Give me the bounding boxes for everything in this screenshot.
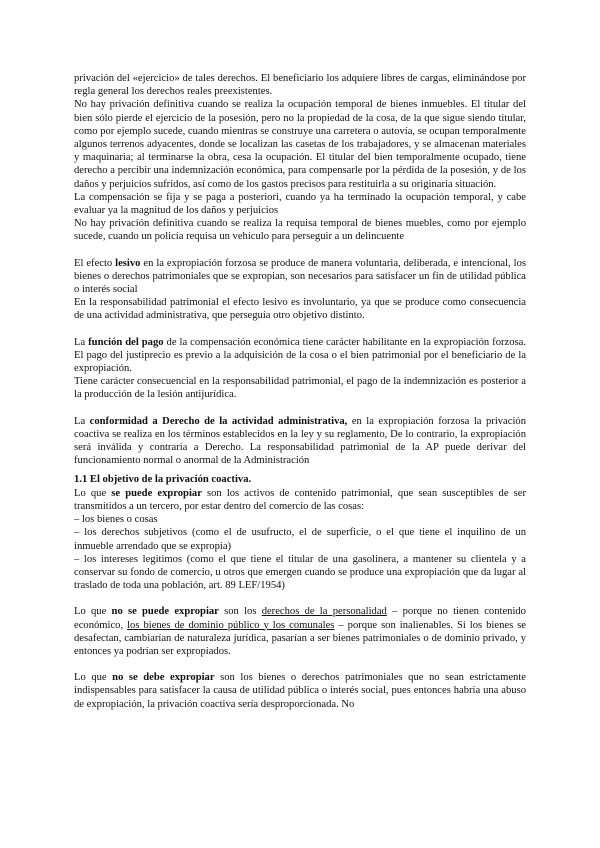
- text-run: son los bienes o derechos patrimoniales que no sean estrictamente indispensables para satisfacer la causa de utilidad pública o interés social, pues entonces habría una abuso de expropiación, la privación coactiva sería desproporcionada. No: [74, 672, 526, 710]
- text-run: La: [74, 415, 90, 427]
- paragraph: En la responsabilidad patrimonial el efecto lesivo es involuntario, ya que se produce como consecuencia de una actividad administrativa, que perseguía otro objetivo distinto.: [74, 297, 526, 322]
- text-run: Lo que: [74, 487, 112, 499]
- bold-term: lesivo: [115, 257, 141, 269]
- bold-term: no se puede expropiar: [111, 606, 219, 618]
- text-run: Lo que: [74, 672, 113, 684]
- paragraph: [74, 671, 526, 711]
- underlined-term: derechos de la personalidad: [261, 606, 387, 618]
- paragraph: privación del «ejercicio» de tales derechos. El beneficiario los adquiere libres de cargas, eliminándose por regla general los derechos reales preexistentes.: [74, 73, 526, 98]
- text-run: son los activos de contenido patrimonial, que sean susceptibles de ser transmitidos a un tercero, por estar dentro del comercio de las cosas:: [74, 487, 526, 512]
- text-run: El efecto: [74, 257, 116, 269]
- paragraph: No hay privación definitiva cuando se realiza la requisa temporal de bienes muebles, como por ejemplo sucede, cuando un policía requisa un vehículo para perseguir a un delincuente: [74, 218, 526, 243]
- text-run: de la compensación económica tiene carácter habilitante en la expropiación forzosa. El pago del justiprecio es previo a la adquisición de la cosa o el bien patrimonial por el beneficiario de la expropiación.: [74, 336, 527, 375]
- document-page: [74, 72, 526, 711]
- bold-term: conformidad a Derecho de la actividad administrativa,: [89, 415, 348, 427]
- list-item: – los intereses legítimos (como el que tiene el titular de una gasolinera, a mantener su clientela y a conservar su fondo de comercio, u otros que emergen cuando se produce una expropiación que da lugar al traslado de toda una población, art. 89 LEF/1954): [74, 553, 526, 592]
- underlined-term: los bienes de dominio público y los comunales: [127, 619, 335, 631]
- paragraph: [74, 257, 526, 297]
- bold-term: función del pago: [88, 336, 164, 348]
- paragraph: [74, 605, 526, 658]
- text-run: La: [74, 336, 89, 348]
- paragraph: [74, 336, 526, 376]
- paragraph: Tiene carácter consecuencial en la responsabilidad patrimonial, el pago de la indemnización es posterior a la producción de la lesión antijurídica.: [74, 376, 526, 401]
- section-heading: 1.1 El objetivo de la privación coactiva.: [74, 474, 252, 486]
- text-run: en la expropiación forzosa la privación coactiva se realiza en los términos establecidos en la ley y su reglamento, De lo contrario, la expropiación será inválida y contraria a Derecho. La responsabilidad patrimonial de la AP puede derivar del funcionamiento normal o anormal de la Administración: [74, 415, 526, 467]
- paragraph: La compensación se fija y se paga a posteriori, cuando ya ha terminado la ocupación temporal, y cabe evaluar ya la magnitud de los daños y perjuicios: [74, 191, 526, 217]
- list-item: – los bienes o cosas: [74, 514, 158, 526]
- text-run: Lo que: [74, 606, 112, 618]
- text-run: – porque no tienen contenido económico,: [74, 606, 526, 631]
- text-run: en la expropiación forzosa se produce de manera voluntaria, deliberada, e intencional, los bienes o derechos patrimoniales que se expropian, son necesarios para satisfacer un fin de utilidad pública o interés social: [74, 257, 526, 296]
- paragraph: [74, 415, 526, 468]
- bold-term: no se debe expropiar: [112, 672, 215, 684]
- text-run: son los: [218, 606, 262, 618]
- paragraph: [74, 487, 526, 513]
- paragraph: No hay privación definitiva cuando se realiza la ocupación temporal de bienes inmuebles. El titular del bien sólo pierde el ejercicio de la posesión, pero no la propiedad de la cosa, de la que sigue siendo titular, como por ejemplo sucede, cuando mientras se construye una carretera o autovía, se ocupan temporalmente algunos terrenos adyacentes, donde se localizan las casetas de los trabajadores, y se almacenan materiales y maquinaria; al terminarse la obra, cesa la ocupación. El titular del bien temporalmente ocupado, tiene derecho a percibir una indemnización económica, para compensarle por la pérdida de la posesión, y de los daños y perjuicios sufridos, así como de los gastos precisos para restituirla a su originaria situación.: [74, 99, 526, 190]
- bold-term: se puede expropiar: [111, 487, 202, 499]
- list-item: – los derechos subjetivos (como el de usufructo, el de superficie, o el que tiene el inquilino de un inmueble arrendado que se expropia): [74, 527, 526, 552]
- text-run: – porque son inalienables. Si los bienes se desafectan, cambiarían de naturaleza jurídica, pasarían a ser bienes patrimoniales o de dominio privado, y entonces ya podrían ser expropiados.: [74, 619, 526, 657]
